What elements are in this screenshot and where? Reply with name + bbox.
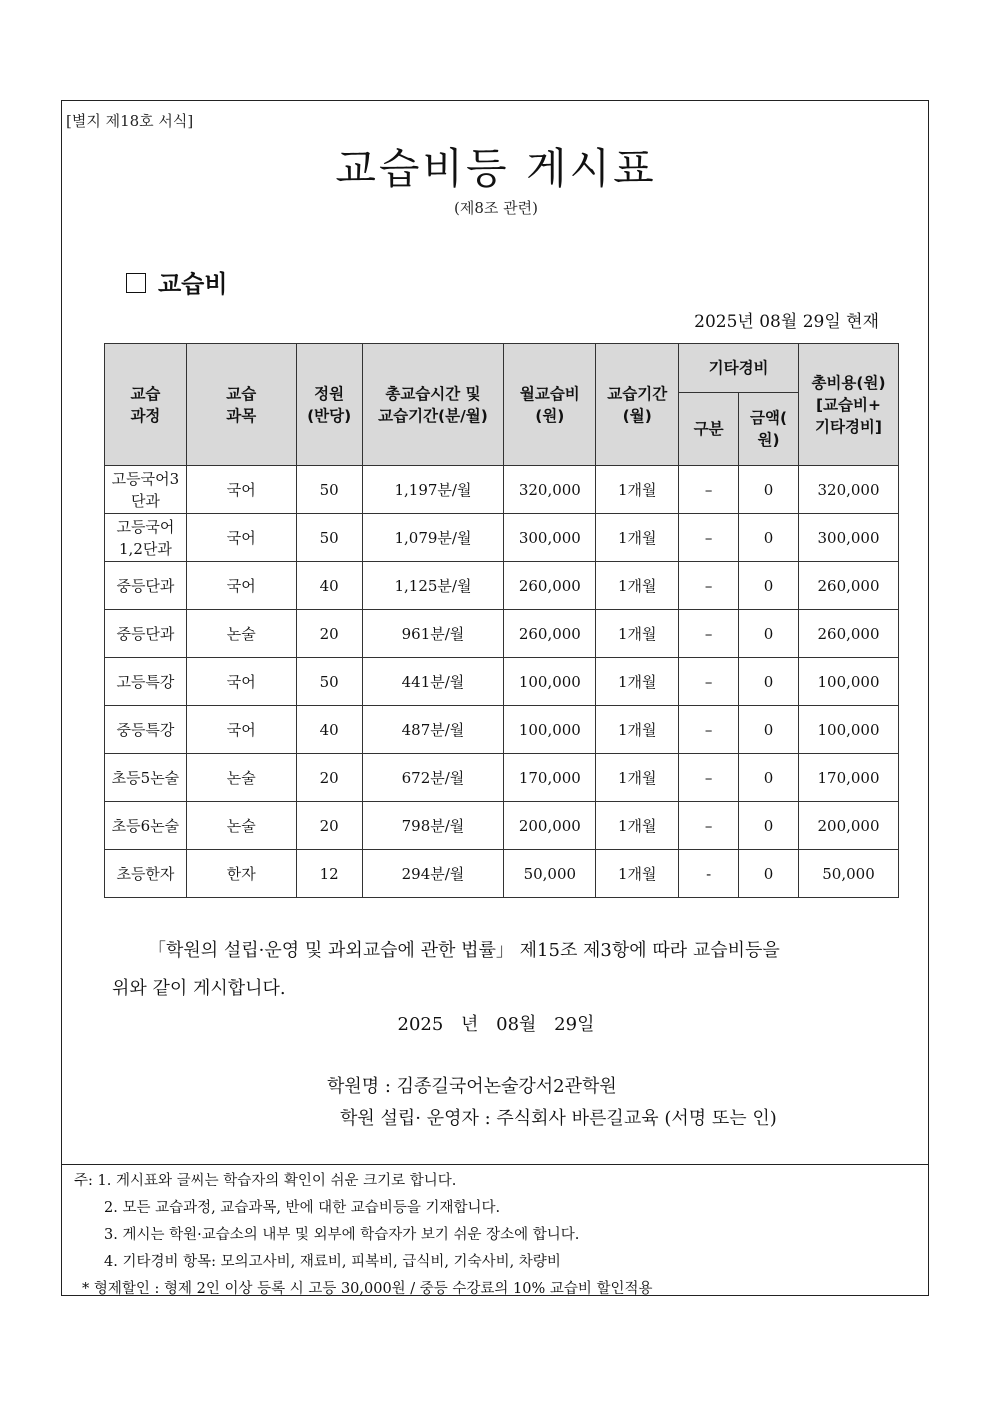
cell-subject: 국어	[186, 514, 296, 562]
cell-total: 320,000	[799, 466, 899, 514]
cell-total: 170,000	[799, 754, 899, 802]
cell-total: 200,000	[799, 802, 899, 850]
cell-period: 1개월	[596, 562, 679, 610]
cell-amount: 0	[739, 514, 799, 562]
cell-total: 260,000	[799, 562, 899, 610]
cell-amount: 0	[739, 658, 799, 706]
cell-period: 1개월	[596, 610, 679, 658]
table-row	[105, 562, 899, 610]
cell-hours: 1,125분/월	[362, 562, 504, 610]
cell-total: 100,000	[799, 658, 899, 706]
header-period: 교습기간 (월)	[596, 344, 679, 466]
cell-amount: 0	[739, 562, 799, 610]
cell-period: 1개월	[596, 658, 679, 706]
header-other-type: 구분	[679, 393, 739, 466]
page-title: 교습비등 게시표	[335, 144, 657, 193]
cell-hours: 672분/월	[362, 754, 504, 802]
cell-type: -	[679, 850, 739, 898]
header-other-amount: 금액( 원)	[739, 393, 799, 466]
notice-paragraph	[112, 932, 887, 1008]
notes-divider	[61, 1164, 929, 1165]
cell-total: 260,000	[799, 610, 899, 658]
cell-course: 고등국어1,2단과	[105, 514, 187, 562]
cell-subject: 국어	[186, 466, 296, 514]
cell-hours: 1,079분/월	[362, 514, 504, 562]
cell-type: –	[679, 706, 739, 754]
academy-name: 학원명 : 김종길국어논술강서2관학원	[327, 1076, 617, 1097]
cell-hours: 487분/월	[362, 706, 504, 754]
page-subtitle: (제8조 관련)	[454, 199, 538, 217]
table-row	[105, 514, 899, 562]
cell-amount: 0	[739, 802, 799, 850]
table-row	[105, 610, 899, 658]
cell-course: 고등특강	[105, 658, 187, 706]
cell-type: –	[679, 658, 739, 706]
cell-type: –	[679, 754, 739, 802]
cell-course: 중등단과	[105, 562, 187, 610]
cell-hours: 798분/월	[362, 802, 504, 850]
cell-capacity: 20	[296, 754, 362, 802]
cell-course: 고등국어3단과	[105, 466, 187, 514]
cell-amount: 0	[739, 850, 799, 898]
form-label: [별지 제18호 서식]	[66, 112, 194, 130]
cell-total: 300,000	[799, 514, 899, 562]
cell-capacity: 20	[296, 610, 362, 658]
cell-hours: 441분/월	[362, 658, 504, 706]
cell-subject: 논술	[186, 754, 296, 802]
notice-line-2: 위와 같이 게시합니다.	[112, 978, 286, 999]
cell-subject: 논술	[186, 610, 296, 658]
cell-fee: 260,000	[504, 562, 596, 610]
checkbox-square-icon	[126, 273, 146, 293]
cell-fee: 100,000	[504, 706, 596, 754]
cell-type: –	[679, 514, 739, 562]
table-row	[105, 466, 899, 514]
note-2: 2. 모든 교습과정, 교습과목, 반에 대한 교습비등을 기재합니다.	[104, 1200, 501, 1216]
cell-capacity: 50	[296, 466, 362, 514]
cell-amount: 0	[739, 610, 799, 658]
cell-capacity: 12	[296, 850, 362, 898]
cell-fee: 200,000	[504, 802, 596, 850]
notes	[74, 1168, 653, 1303]
section-heading	[126, 264, 228, 299]
notice-line-1: 「학원의 설립·운영 및 과외교습에 관한 법률」 제15조 제3항에 따라 교습비등을	[148, 940, 780, 961]
cell-capacity: 20	[296, 802, 362, 850]
cell-fee: 260,000	[504, 610, 596, 658]
cell-fee: 100,000	[504, 658, 596, 706]
header-course: 교습 과정	[105, 344, 187, 466]
table-row	[105, 850, 899, 898]
cell-course: 중등특강	[105, 706, 187, 754]
cell-subject: 국어	[186, 706, 296, 754]
cell-hours: 1,197분/월	[362, 466, 504, 514]
note-3: 3. 게시는 학원·교습소의 내부 및 외부에 학습자가 보기 쉬운 장소에 합니다.	[104, 1227, 580, 1243]
cell-capacity: 40	[296, 706, 362, 754]
cell-subject: 한자	[186, 850, 296, 898]
posting-date: 2025 년 08월 29일	[397, 1014, 595, 1035]
cell-fee: 50,000	[504, 850, 596, 898]
note-1: 주: 1. 게시표와 글씨는 학습자의 확인이 쉬운 크기로 합니다.	[74, 1173, 457, 1189]
table-row	[105, 802, 899, 850]
header-subject: 교습 과목	[186, 344, 296, 466]
cell-amount: 0	[739, 754, 799, 802]
cell-total: 100,000	[799, 706, 899, 754]
fee-table	[104, 343, 899, 898]
cell-subject: 국어	[186, 562, 296, 610]
cell-period: 1개월	[596, 754, 679, 802]
cell-capacity: 50	[296, 658, 362, 706]
table-row	[105, 658, 899, 706]
cell-course: 초등6논술	[105, 802, 187, 850]
cell-type: –	[679, 562, 739, 610]
cell-subject: 국어	[186, 658, 296, 706]
cell-course: 중등단과	[105, 610, 187, 658]
academy-operator: 학원 설립· 운영자 : 주식회사 바른길교육 (서명 또는 인)	[340, 1108, 777, 1129]
cell-subject: 논술	[186, 802, 296, 850]
cell-fee: 300,000	[504, 514, 596, 562]
cell-amount: 0	[739, 706, 799, 754]
note-4: 4. 기타경비 항목: 모의고사비, 재료비, 피복비, 급식비, 기숙사비, 차량비	[104, 1254, 561, 1270]
cell-period: 1개월	[596, 802, 679, 850]
header-hours: 총교습시간 및 교습기간(분/월)	[362, 344, 504, 466]
header-capacity: 정원 (반당)	[296, 344, 362, 466]
cell-amount: 0	[739, 466, 799, 514]
cell-course: 초등5논술	[105, 754, 187, 802]
cell-course: 초등한자	[105, 850, 187, 898]
cell-fee: 320,000	[504, 466, 596, 514]
cell-period: 1개월	[596, 466, 679, 514]
cell-total: 50,000	[799, 850, 899, 898]
cell-type: –	[679, 610, 739, 658]
cell-hours: 961분/월	[362, 610, 504, 658]
cell-period: 1개월	[596, 850, 679, 898]
as-of-date: 2025년 08월 29일 현재	[694, 312, 879, 332]
cell-period: 1개월	[596, 706, 679, 754]
cell-capacity: 50	[296, 514, 362, 562]
cell-type: –	[679, 466, 739, 514]
cell-period: 1개월	[596, 514, 679, 562]
note-discount: * 형제할인 : 형제 2인 이상 등록 시 고등 30,000원 / 중등 수강료의 10% 교습비 할인적용	[82, 1281, 653, 1297]
section-title: 교습비	[158, 270, 228, 298]
cell-capacity: 40	[296, 562, 362, 610]
header-other-fees: 기타경비	[679, 344, 799, 393]
table-row	[105, 754, 899, 802]
table-row	[105, 706, 899, 754]
cell-fee: 170,000	[504, 754, 596, 802]
cell-type: –	[679, 802, 739, 850]
header-total: 총비용(원) [교습비+ 기타경비]	[799, 344, 899, 466]
cell-hours: 294분/월	[362, 850, 504, 898]
header-monthly-fee: 월교습비 (원)	[504, 344, 596, 466]
